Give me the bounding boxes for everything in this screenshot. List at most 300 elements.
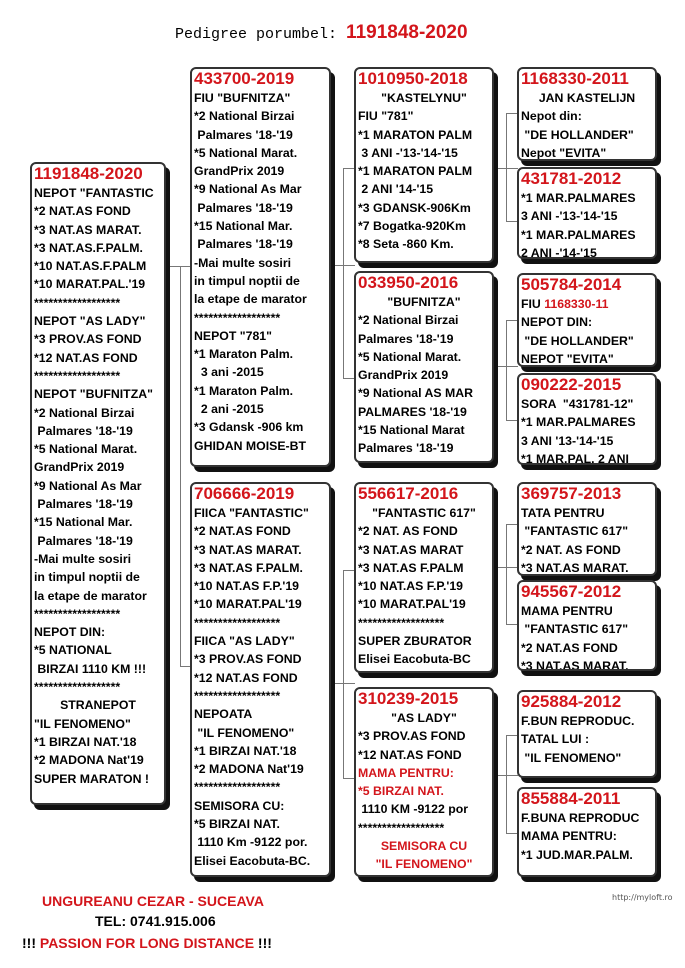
card-line-text: *10 MARAT.PAL.'19 [34, 277, 146, 292]
card-lines [519, 89, 655, 161]
card-line-text: F.BUN REPRODUC. [521, 714, 635, 728]
card-line [521, 432, 653, 450]
card-line-text: 3 ani -2015 [194, 365, 264, 380]
card-line-text: *3 NAT.AS.F.PALM. [34, 240, 143, 255]
card-line-text: *2 NAT. AS FOND [521, 542, 621, 557]
card-line-text: Nepot din: [521, 109, 582, 124]
ring-number: 925884-2012 [521, 692, 622, 711]
card-line-text: *5 National Marat. [194, 145, 298, 160]
card-line [194, 290, 327, 308]
pedigree-card-ggs-4 [517, 690, 657, 778]
card-line [521, 413, 653, 431]
card-line [194, 363, 327, 381]
card-line-text: NEPOT "AS LADY" [34, 314, 146, 329]
card-line-text: *1 MARATON PALM [358, 127, 473, 142]
card-line-text: *3 NAT.AS MARAT. [194, 542, 302, 557]
card-line-text: "FANTASTIC 617" [521, 524, 629, 539]
card-line-text: 3 ANI -'13-'14-'15 [358, 145, 458, 160]
connector-line [506, 735, 507, 833]
card-line [194, 687, 327, 705]
card-line [358, 614, 490, 632]
card-line [358, 632, 490, 650]
card-line-text: MAMA PENTRU: [358, 765, 454, 780]
card-line-text: GrandPrix 2019 [194, 164, 285, 179]
ring-number: 1191848-2020 [34, 164, 143, 183]
card-line [358, 709, 490, 727]
card-line [358, 746, 490, 764]
card-line [34, 513, 162, 531]
card-line-text: *5 National Marat. [358, 349, 462, 364]
card-line-text: 2 ani -2015 [194, 402, 264, 417]
ring-number: 033950-2016 [358, 273, 459, 292]
card-line [194, 797, 327, 815]
card-line [358, 348, 490, 366]
connector-line [506, 113, 507, 221]
card-line [358, 162, 490, 180]
card-line-text: *3 NAT.AS MARAT. [521, 658, 629, 671]
card-line-text: *5 BIRZAI NAT. [358, 784, 444, 799]
card-lines [356, 89, 492, 254]
card-line [194, 815, 327, 833]
card-line-text: *3 PROV.AS FOND [194, 652, 302, 667]
card-line-text: PALMARES '18-'19 [358, 404, 467, 419]
card-line [521, 107, 653, 125]
card-line-text: NEPOT DIN: [34, 625, 106, 640]
card-line [34, 696, 162, 714]
owner-name: UNGUREANU CEZAR - SUCEAVA [42, 893, 264, 909]
card-line-text: ****************** [34, 680, 121, 695]
pedigree-card-subject [30, 162, 166, 805]
card-line [34, 715, 162, 733]
card-line [194, 833, 327, 851]
card-line [194, 541, 327, 559]
card-line-text: *12 NAT.AS FOND [34, 350, 138, 365]
card-line [34, 495, 162, 513]
card-line-text: ****************** [358, 615, 445, 630]
card-line-text: *2 National Birzai [34, 405, 135, 420]
card-line [358, 421, 490, 439]
pedigree-card-dam [190, 482, 331, 877]
card-line [521, 504, 653, 522]
card-line-text: *3 Gdansk -906 km [194, 420, 304, 435]
card-line-text: *1 MAR.PAL. 2 ANI [521, 451, 629, 465]
card-line [358, 439, 490, 457]
card-line-text: *1 MAR.PALMARES [521, 191, 636, 205]
card-line [194, 162, 327, 180]
card-line [521, 89, 653, 107]
card-line-text: *12 NAT.AS FOND [358, 747, 462, 762]
card-line [194, 760, 327, 778]
card-line [521, 809, 653, 827]
pedigree-card-ggd-1 [517, 167, 657, 259]
card-line [194, 632, 327, 650]
connector-line [506, 524, 507, 624]
card-line [521, 712, 653, 730]
card-line [358, 180, 490, 198]
card-lines [356, 504, 492, 669]
card-line-text: NEPOT "BUFNITZA" [34, 387, 153, 402]
card-line-text: 1110 Km -9122 por. [194, 835, 308, 850]
card-line-text: *7 Bogatka-920Km [358, 219, 466, 234]
card-line-text: "KASTELYNU" [381, 91, 467, 105]
card-line [194, 144, 327, 162]
card-line [194, 180, 327, 198]
card-line-text: *12 NAT.AS FOND [194, 670, 298, 685]
card-line [34, 349, 162, 367]
card-line-text: 1110 KM -9122 por [358, 802, 469, 817]
card-line-text: SORA "431781-12" [521, 397, 634, 411]
card-line [34, 221, 162, 239]
slogan-prefix: !!! [22, 935, 40, 951]
card-line-text: *2 NAT.AS FOND [194, 524, 291, 539]
card-line [194, 705, 327, 723]
card-line-text: Palmares '18-'19 [194, 237, 293, 252]
card-line [34, 568, 162, 586]
pedigree-card-ggd-3 [517, 580, 657, 671]
card-line-text: *3 NAT.AS MARAT [358, 542, 464, 557]
card-line [521, 657, 653, 671]
connector-line [343, 570, 344, 778]
card-line [194, 504, 327, 522]
ring-number: 706666-2019 [194, 484, 295, 503]
slogan [22, 935, 272, 951]
card-line [358, 107, 490, 125]
card-line-text: "IL FENOMENO" [34, 716, 131, 731]
card-line-text: 2 ANI -'14-'15 [521, 245, 597, 259]
card-line-text: FIICA "AS LADY" [194, 634, 295, 649]
card-line [521, 295, 653, 313]
card-lines [32, 184, 164, 788]
card-line-text: -Mai multe sosiri [34, 551, 132, 566]
card-line-text: GrandPrix 2019 [34, 460, 125, 475]
card-line [358, 559, 490, 577]
card-line-text: NEPOT "FANTASTIC [34, 186, 154, 200]
card-line [358, 727, 490, 745]
card-line [521, 189, 653, 207]
card-line-text: *1 Maraton Palm. [194, 347, 294, 362]
card-line-text: F.BUNA REPRODUC [521, 811, 640, 825]
card-line [194, 742, 327, 760]
card-line-text: JAN KASTELIJN [538, 91, 636, 105]
card-line-text: "FANTASTIC 617" [372, 506, 476, 520]
card-line-text: 3 ANI -'13-'14-'15 [521, 209, 618, 224]
pedigree-card-granddam-sire [354, 271, 494, 463]
card-line [358, 577, 490, 595]
card-line-text: *2 NAT. AS FOND [358, 524, 458, 539]
pedigree-card-sire [190, 67, 331, 467]
card-lines [192, 89, 329, 455]
card-line [358, 595, 490, 613]
card-line [521, 126, 653, 144]
card-line-text: Palmares '18-'19 [34, 423, 133, 438]
card-line-text: GHIDAN MOISE-BT [194, 438, 307, 453]
card-line [34, 294, 162, 312]
card-line [34, 422, 162, 440]
card-lines [519, 809, 655, 864]
ring-number: 505784-2014 [521, 275, 622, 294]
card-line [521, 332, 653, 350]
card-line-text: NEPOATA [194, 707, 253, 722]
card-line-text: TATAL LUI : [521, 732, 590, 747]
card-line [194, 126, 327, 144]
card-line [521, 244, 653, 259]
card-line [194, 577, 327, 595]
ring-number: 556617-2016 [358, 484, 459, 503]
card-line-text: Palmares '18-'19 [358, 441, 454, 456]
card-line [521, 827, 653, 845]
card-line [34, 605, 162, 623]
card-line-text: "BUFNITZA" [387, 295, 461, 309]
ring-number: 1168330-2011 [521, 69, 629, 88]
card-line [358, 144, 490, 162]
card-line [521, 450, 653, 465]
card-line-text: "DE HOLLANDER" [521, 333, 634, 348]
card-line [358, 403, 490, 421]
card-line [34, 367, 162, 385]
card-line-text: -Mai multe sosiri [194, 255, 292, 270]
card-line-text: *2 National Birzai [194, 109, 295, 124]
card-lines [356, 293, 492, 458]
ring-number: 433700-2019 [194, 69, 295, 88]
card-line [194, 614, 327, 632]
card-line-text: MAMA PENTRU [521, 604, 613, 618]
card-line [521, 144, 653, 161]
card-line [521, 522, 653, 540]
card-line-text: *5 BIRZAI NAT. [194, 817, 280, 832]
pedigree-card-grandsire-sire [354, 67, 494, 263]
card-line-text: *10 NAT.AS.F.PALM [34, 259, 147, 274]
ring-number: 431781-2012 [521, 169, 622, 188]
pedigree-card-ggs-2 [517, 273, 657, 367]
card-line-text: *2 MADONA Nat'19 [194, 762, 304, 777]
card-line [34, 751, 162, 769]
card-line [194, 559, 327, 577]
card-line-text: FIICA "FANTASTIC" [194, 506, 309, 520]
card-line-text: *1 MAR.PALMARES [521, 227, 636, 242]
title-ring: 1191848-2020 [346, 22, 468, 43]
card-line [194, 437, 327, 455]
card-line [358, 235, 490, 253]
card-lines [519, 602, 655, 671]
card-line-text: Palmares '18-'19 [358, 331, 454, 346]
card-line-text: *5 National Marat. [34, 442, 138, 457]
card-line [34, 404, 162, 422]
card-line [521, 846, 653, 864]
card-lines [519, 712, 655, 767]
card-line-text: *15 National Mar. [34, 515, 133, 530]
card-line [358, 217, 490, 235]
card-line [34, 477, 162, 495]
card-line [358, 126, 490, 144]
card-line [34, 184, 162, 202]
card-line [358, 819, 490, 837]
card-line-text: Palmares '18-'19 [34, 533, 133, 548]
owner-phone: TEL: 0741.915.006 [95, 913, 216, 929]
card-lines [519, 295, 655, 367]
card-line [358, 541, 490, 559]
card-line-text: *1 BIRZAI NAT.'18 [34, 734, 137, 749]
card-line [358, 522, 490, 540]
card-line-text: *15 National Mar. [194, 219, 293, 234]
slogan-suffix: !!! [254, 935, 272, 951]
card-line [521, 559, 653, 576]
slogan-text: PASSION FOR LONG DISTANCE [39, 935, 255, 951]
card-line-text: in timpul noptii de [194, 273, 300, 288]
card-line [194, 522, 327, 540]
card-line-text: *10 NAT.AS F.P.'19 [194, 579, 299, 594]
pedigree-card-ggs-1 [517, 67, 657, 161]
card-line-text: *1 Maraton Palm. [194, 383, 294, 398]
card-line [358, 330, 490, 348]
card-line-text: FIU "BUFNITZA" [194, 91, 291, 105]
card-line [194, 235, 327, 253]
card-lines [192, 504, 329, 870]
card-line-text: *3 PROV.AS FOND [34, 332, 142, 347]
card-line [521, 395, 653, 413]
card-line-text: ****************** [194, 310, 281, 325]
card-line [194, 272, 327, 290]
connector-line [506, 320, 507, 420]
card-line [34, 257, 162, 275]
card-line-text: *3 NAT.AS F.PALM. [194, 560, 303, 575]
card-line-text: NEPOT "EVITA" [521, 351, 614, 366]
card-line [521, 749, 653, 767]
ring-number: 369757-2013 [521, 484, 622, 503]
card-line [194, 217, 327, 235]
card-line [34, 275, 162, 293]
card-line-text: *2 National Birzai [358, 313, 459, 328]
card-line-text: *3 NAT.AS MARAT. [521, 560, 629, 575]
pedigree-card-granddam-dam [354, 687, 494, 877]
card-line-text: *2 NAT.AS FOND [34, 204, 131, 219]
card-line [358, 855, 490, 873]
card-line [358, 837, 490, 855]
card-line [194, 345, 327, 363]
card-line [358, 199, 490, 217]
page-title [175, 22, 468, 44]
connector-line [343, 168, 344, 378]
card-line-text: SEMISORA CU: [194, 798, 285, 813]
card-line [34, 458, 162, 476]
card-line-text: *10 NAT.AS F.P.'19 [358, 579, 463, 594]
card-line [194, 724, 327, 742]
card-line-text: *9 National As Mar [194, 182, 302, 197]
card-line [521, 602, 653, 620]
card-line-text: la etape de marator [194, 292, 307, 307]
card-line-text: ****************** [34, 295, 121, 310]
card-line [194, 199, 327, 217]
card-line-text: SUPER ZBURATOR [358, 634, 472, 649]
card-line-text: *3 NAT.AS F.PALM [358, 560, 464, 575]
card-line-text: *1 MARATON PALM [358, 164, 473, 179]
card-line-text: *9 National As Mar [34, 478, 142, 493]
card-line-text: *5 NATIONAL [34, 643, 112, 658]
card-line [34, 532, 162, 550]
card-line-text: ****************** [194, 615, 281, 630]
card-line-text: *10 MARAT.PAL'19 [194, 597, 302, 612]
card-line [34, 440, 162, 458]
card-line-text: *9 National AS MAR [358, 386, 474, 401]
watermark: http://myloft.ro [612, 893, 673, 902]
card-line [521, 620, 653, 638]
ring-number: 1010950-2018 [358, 69, 468, 88]
pedigree-card-ggd-2 [517, 373, 657, 465]
card-line-text: *1 MAR.PALMARES [521, 415, 636, 430]
card-line-text: *3 NAT.AS MARAT. [34, 222, 142, 237]
card-line [34, 330, 162, 348]
card-lines [519, 395, 655, 465]
ring-number: 945567-2012 [521, 582, 622, 601]
card-line-text: ****************** [194, 780, 281, 795]
card-line [34, 623, 162, 641]
card-line-text: ****************** [194, 688, 281, 703]
card-line [34, 733, 162, 751]
card-line-text: "DE HOLLANDER" [521, 127, 634, 142]
card-line-text: FIU "781" [358, 109, 414, 124]
card-line [358, 293, 490, 311]
card-line [34, 678, 162, 696]
card-line [34, 385, 162, 403]
card-line [34, 641, 162, 659]
card-line-text: "AS LADY" [391, 711, 457, 725]
card-line-text: "IL FENOMENO" [194, 725, 295, 740]
card-line [521, 541, 653, 559]
card-line-text: STRANEPOT [60, 698, 136, 713]
card-line-text: BIRZAI 1110 KM !!! [34, 661, 147, 676]
card-line [358, 384, 490, 402]
card-line-text: Palmares '18-'19 [194, 200, 293, 215]
card-line-ring: 1168330-11 [544, 297, 609, 311]
card-line-text: TATA PENTRU [521, 506, 605, 520]
card-line-text: SEMISORA CU [380, 839, 468, 854]
card-line-text: *15 National Marat [358, 423, 465, 438]
ring-number: 855884-2011 [521, 789, 621, 808]
card-line [194, 650, 327, 668]
card-line [194, 107, 327, 125]
card-line-text: Elisei Eacobuta-BC. [194, 853, 311, 868]
card-lines [356, 709, 492, 874]
card-line [194, 382, 327, 400]
card-line [34, 550, 162, 568]
card-line [194, 778, 327, 796]
pedigree-card-grandsire-dam [354, 482, 494, 673]
card-line-text: Elisei Eacobuta-BC [358, 652, 471, 667]
card-line-text: in timpul noptii de [34, 570, 140, 585]
card-line [521, 207, 653, 225]
card-line [194, 89, 327, 107]
card-line [521, 226, 653, 244]
card-line [358, 366, 490, 384]
card-line-text: *8 Seta -860 Km. [358, 237, 454, 252]
card-line-text: MAMA PENTRU: [521, 829, 617, 844]
card-line [358, 800, 490, 818]
pedigree-card-ggs-3 [517, 482, 657, 576]
card-line-text: *3 PROV.AS FOND [358, 729, 466, 744]
card-line-text: 3 ANI '13-'14-'15 [521, 433, 614, 448]
card-line-text: "IL FENOMENO" [375, 857, 473, 872]
ring-number: 310239-2015 [358, 689, 459, 708]
card-line [358, 650, 490, 668]
card-line [34, 770, 162, 788]
card-line-text: Palmares '18-'19 [34, 497, 133, 512]
card-line-text: "FANTASTIC 617" [521, 622, 629, 637]
card-line-text: NEPOT "781" [194, 328, 272, 343]
card-line [194, 327, 327, 345]
card-line-text: Palmares '18-'19 [194, 127, 293, 142]
card-line [521, 313, 653, 331]
card-lines [519, 504, 655, 576]
card-line [194, 254, 327, 272]
